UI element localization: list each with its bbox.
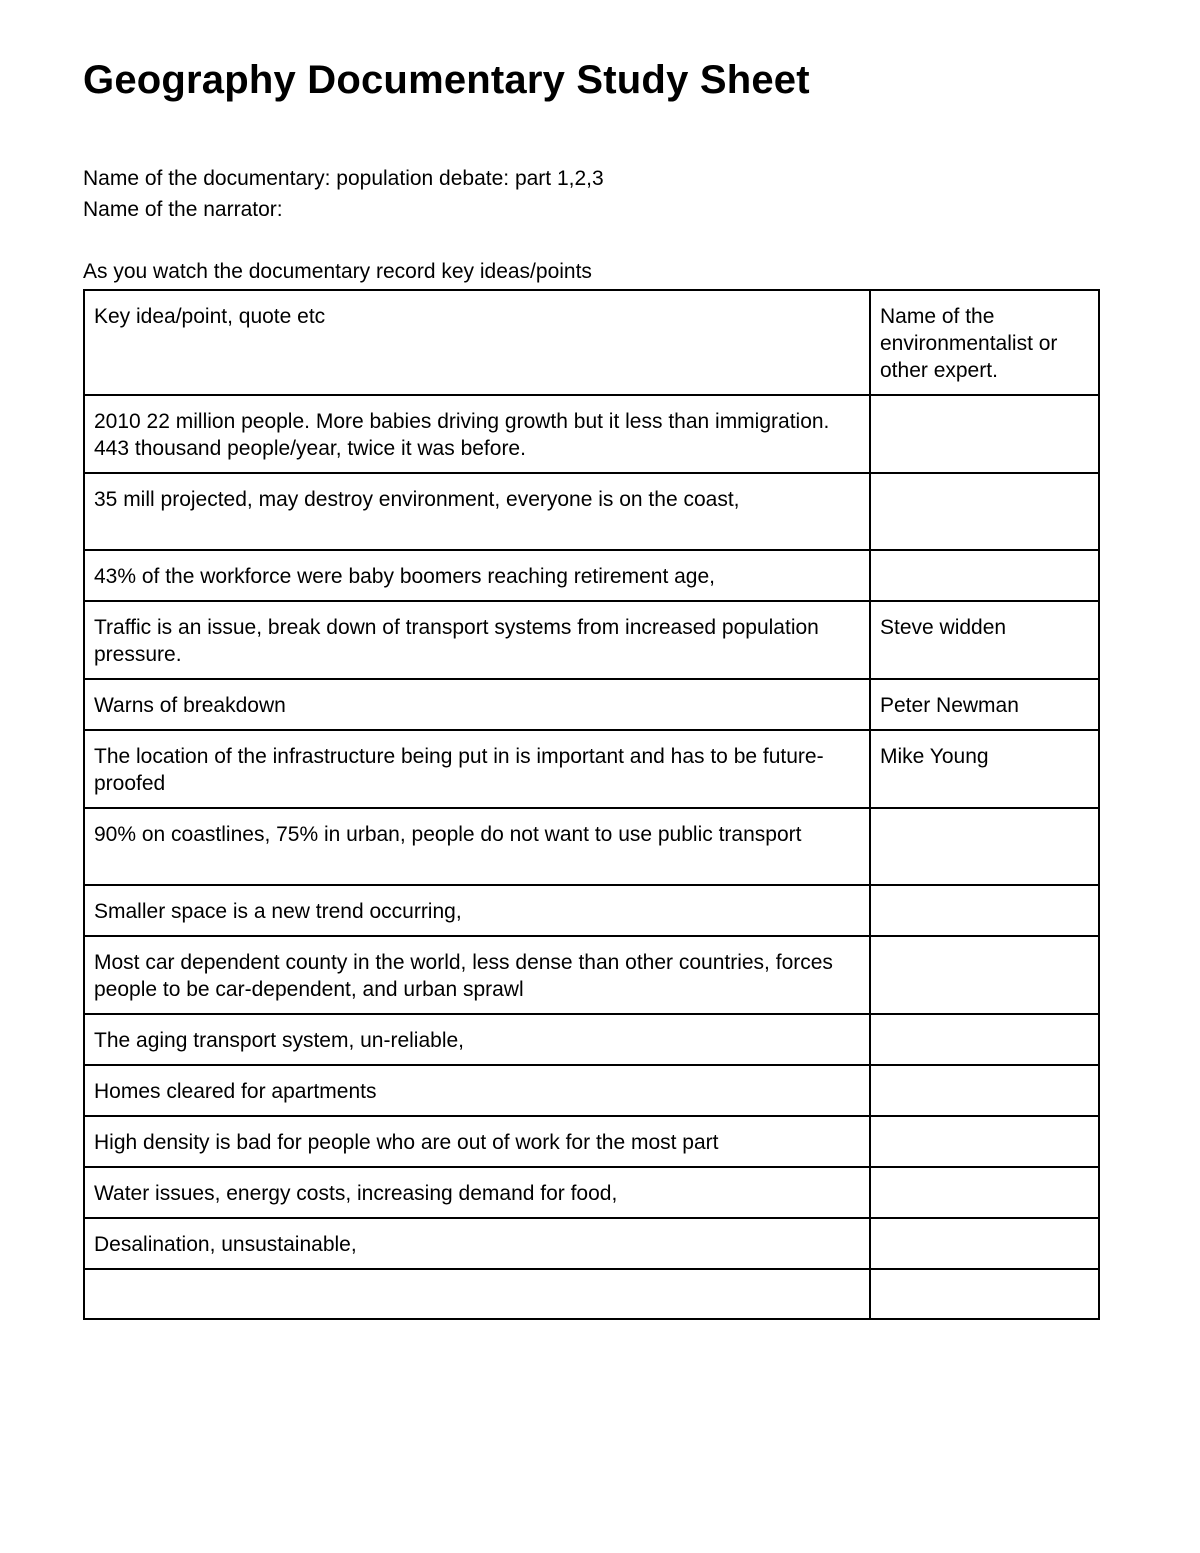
expert-cell	[870, 1065, 1099, 1116]
narrator-name-line: Name of the narrator:	[83, 198, 283, 221]
table-row	[84, 1065, 1099, 1116]
expert-cell	[870, 395, 1099, 473]
idea-cell: 90% on coastlines, 75% in urban, people do not want to use public transport	[84, 808, 870, 885]
expert-cell	[870, 936, 1099, 1014]
idea-cell: Warns of breakdown	[84, 679, 870, 730]
header-expert: Name of the environmentalist or other expert.	[870, 290, 1099, 395]
table-header-row	[84, 290, 1099, 395]
expert-cell: Peter Newman	[870, 679, 1099, 730]
idea-cell: Homes cleared for apartments	[84, 1065, 870, 1116]
expert-cell	[870, 1269, 1099, 1319]
instructions-text: As you watch the documentary record key ideas/points	[83, 260, 592, 283]
idea-cell: Smaller space is a new trend occurring,	[84, 885, 870, 936]
table-row	[84, 936, 1099, 1014]
table-row	[84, 808, 1099, 885]
table-row	[84, 1167, 1099, 1218]
table-row	[84, 885, 1099, 936]
table-row	[84, 601, 1099, 679]
page-title: Geography Documentary Study Sheet	[83, 58, 810, 102]
expert-cell	[870, 808, 1099, 885]
idea-cell: 2010 22 million people. More babies driving growth but it less than immigration. 443 thousand people/year, twice it was before.	[84, 395, 870, 473]
table-row	[84, 550, 1099, 601]
header-idea: Key idea/point, quote etc	[84, 290, 870, 395]
idea-cell: The location of the infrastructure being put in is important and has to be future-proofed	[84, 730, 870, 808]
idea-cell: Water issues, energy costs, increasing demand for food,	[84, 1167, 870, 1218]
idea-cell: Traffic is an issue, break down of transport systems from increased population pressure.	[84, 601, 870, 679]
expert-cell: Steve widden	[870, 601, 1099, 679]
expert-cell	[870, 1167, 1099, 1218]
table-row	[84, 679, 1099, 730]
idea-cell: High density is bad for people who are out of work for the most part	[84, 1116, 870, 1167]
idea-cell: Desalination, unsustainable,	[84, 1218, 870, 1269]
documentary-name-line: Name of the documentary: population debate: part 1,2,3	[83, 167, 604, 190]
idea-cell: The aging transport system, un-reliable,	[84, 1014, 870, 1065]
idea-cell: 43% of the workforce were baby boomers reaching retirement age,	[84, 550, 870, 601]
expert-cell	[870, 1116, 1099, 1167]
expert-cell: Mike Young	[870, 730, 1099, 808]
table-row	[84, 730, 1099, 808]
table-row	[84, 1014, 1099, 1065]
expert-cell	[870, 885, 1099, 936]
idea-cell	[84, 1269, 870, 1319]
table-row	[84, 1269, 1099, 1319]
table-row	[84, 395, 1099, 473]
expert-cell	[870, 473, 1099, 550]
expert-cell	[870, 1218, 1099, 1269]
expert-cell	[870, 550, 1099, 601]
expert-cell	[870, 1014, 1099, 1065]
notes-table	[83, 289, 1100, 1320]
table-row	[84, 1218, 1099, 1269]
idea-cell: Most car dependent county in the world, less dense than other countries, forces people to be car-dependent, and urban sprawl	[84, 936, 870, 1014]
table-row	[84, 473, 1099, 550]
idea-cell: 35 mill projected, may destroy environment, everyone is on the coast,	[84, 473, 870, 550]
table-row	[84, 1116, 1099, 1167]
